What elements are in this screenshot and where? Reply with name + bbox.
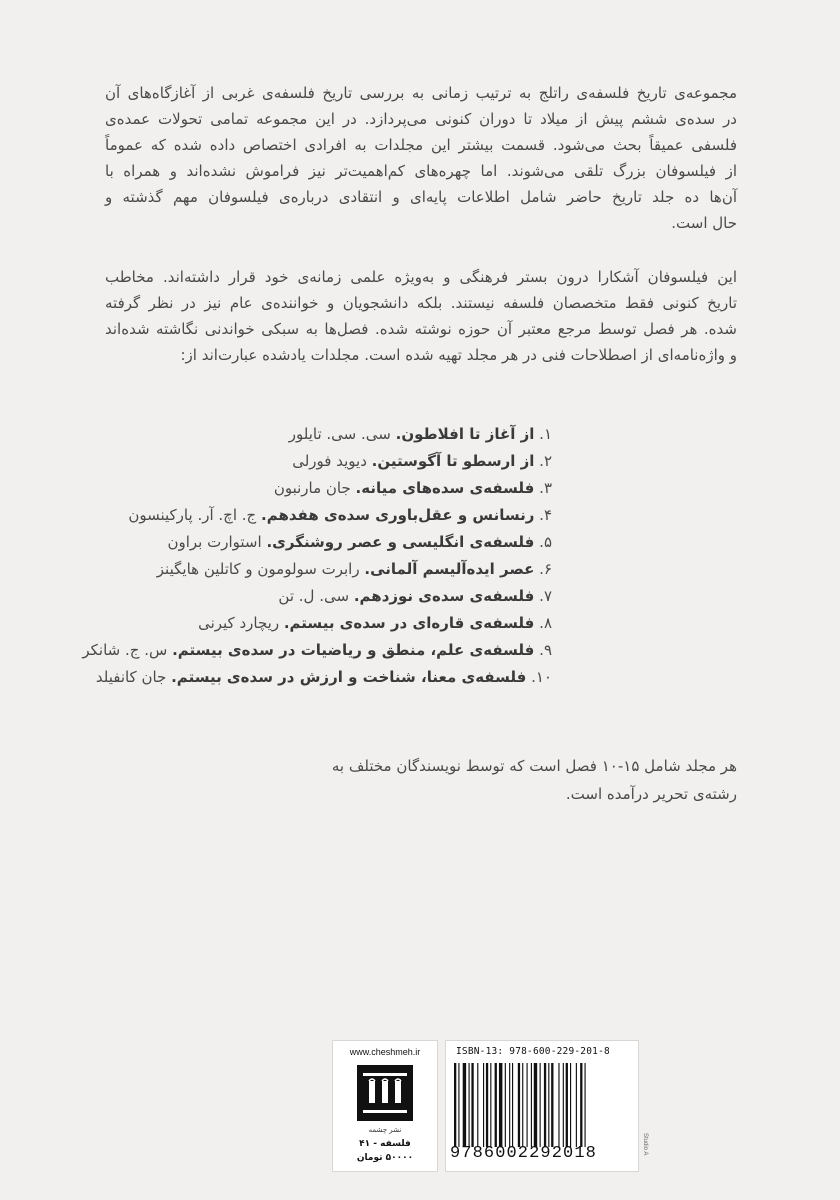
intro-line: در سده‌ی ششم پیش از میلاد تا دوران کنونی می‌پردازد. در این مجموعه تمامی تحولات عمده‌ی xyxy=(105,110,737,128)
volume-number: ۷. xyxy=(539,587,552,605)
volumes-list xyxy=(82,421,552,691)
intro-line: مجموعه‌ی تاریخ فلسفه‌ی راتلج به ترتیب زمانی به بررسی تاریخ فلسفه‌ی غربی از آغازگاه‌های آن xyxy=(105,84,737,102)
volume-number: ۱. xyxy=(539,425,552,443)
volume-number: ۵. xyxy=(539,533,552,551)
intro-line: فلسفی عمیقاً بحث می‌شود. قسمت بیشتر این مجلدات به افرادی اختصاص داده شده که عموماً xyxy=(105,136,737,154)
volume-number: ۶. xyxy=(539,560,552,578)
intro-line: حال است. xyxy=(671,214,737,232)
audience-line: شده. هر فصل توسط مرجع معتبر آن حوزه نوشته شده. فصل‌ها به سبکی خواندنی نگاشته شده‌اند xyxy=(105,320,737,338)
audience-line: تاریخ کنونی فقط متخصصان فلسفه نیستند. بلکه دانشجویان و خواننده‌ی عام نیز در نظر گرفته xyxy=(105,294,737,312)
volume-item xyxy=(92,448,552,475)
audience-line: و واژه‌نامه‌ای از اصطلاحات فنی در هر مجلد تهیه شده است. مجلدات یادشده عبارت‌اند از: xyxy=(180,346,737,364)
volume-number: ۹. xyxy=(539,641,552,659)
barcode-icon xyxy=(452,1063,632,1147)
volume-title: فلسفه‌ی انگلیسی و عصر روشنگری. xyxy=(266,533,535,551)
volume-author: سی. سی. تایلور xyxy=(288,425,391,443)
volume-title: از آغاز تا افلاطون. xyxy=(395,425,535,443)
intro-line: آن‌ها ده جلد تاریخ حاضر شامل اطلاعات پایه‌ای و انتقادی درباره‌ی فیلسوفان مهم گذشته و xyxy=(105,188,737,206)
volume-number: ۳. xyxy=(539,479,552,497)
volume-item xyxy=(92,556,552,583)
volume-item xyxy=(92,502,552,529)
barcode-card xyxy=(445,1040,639,1172)
volume-title: فلسفه‌ی سده‌های میانه. xyxy=(355,479,535,497)
volume-title: فلسفه‌ی علم، منطق و ریاضیات در سده‌ی بیستم. xyxy=(172,641,535,659)
price: ۵۰۰۰۰ تومان xyxy=(356,1153,414,1163)
volume-author: س. ج. شانکر xyxy=(82,641,168,659)
studio-credit: Studio A xyxy=(642,1133,648,1156)
volume-item xyxy=(82,637,552,664)
chapters-line: رشته‌ی تحریر درآمده است. xyxy=(565,785,737,803)
volume-number: ۸. xyxy=(539,614,552,632)
volume-number: ۴. xyxy=(539,506,552,524)
isbn-text: ISBN-13: 978-600-229-201-8 xyxy=(456,1046,610,1057)
intro-paragraph xyxy=(105,80,737,236)
volume-title: از ارسطو تا آگوستین. xyxy=(371,452,535,470)
volume-author: سی. ل. تن xyxy=(278,587,350,605)
volume-title: فلسفه‌ی معنا، شناخت و ارزش در سده‌ی بیستم. xyxy=(171,668,527,686)
intro-line: از فیلسوفان بزرگ تلقی می‌شوند. اما چهره‌های کم‌اهمیت‌تر نیز فراموش نشده‌اند و همراه با xyxy=(105,162,737,180)
volume-item xyxy=(92,421,552,448)
publisher-url: www.cheshmeh.ir xyxy=(349,1047,421,1057)
volume-author: ج. اچ. آر. پارکینسون xyxy=(128,506,257,524)
volume-title: عصر ایده‌آلیسم آلمانی. xyxy=(364,560,535,578)
volume-item xyxy=(92,475,552,502)
volume-item xyxy=(92,610,552,637)
audience-paragraph xyxy=(105,264,737,368)
volume-item xyxy=(92,664,552,691)
volume-number: ۱۰. xyxy=(531,668,552,686)
publisher-logo-icon xyxy=(355,1063,415,1123)
volume-title: فلسفه‌ی قاره‌ای در سده‌ی بیستم. xyxy=(283,614,535,632)
volume-item xyxy=(92,529,552,556)
volume-author: جان مارنبون xyxy=(273,479,351,497)
volume-item xyxy=(92,583,552,610)
publisher-logo-label: نشر چشمه xyxy=(368,1126,402,1134)
audience-line: این فیلسوفان آشکارا درون بستر فرهنگی و به‌ویژه علمی زمانه‌ی خود قرار داشته‌اند. مخاطب xyxy=(105,268,737,286)
volume-author: ریچارد کیرنی xyxy=(198,614,280,632)
volume-title: رنسانس و عقل‌باوری سده‌ی هفدهم. xyxy=(261,506,535,524)
series-number: فلسفه - ۴۱ xyxy=(359,1139,411,1149)
volume-number: ۲. xyxy=(539,452,552,470)
chapters-line: هر مجلد شامل ۱۵-۱۰ فصل است که توسط نویسندگان مختلف به xyxy=(331,757,737,775)
volume-author: رابرت سولومون و کاتلین هایگینز xyxy=(156,560,360,578)
barcode-digits: 9786002292018 xyxy=(450,1144,597,1163)
volume-title: فلسفه‌ی سده‌ی نوزدهم. xyxy=(353,587,535,605)
volume-author: جان کانفیلد xyxy=(95,668,167,686)
publisher-card xyxy=(332,1040,438,1172)
volume-author: استوارت براون xyxy=(167,533,262,551)
volume-author: دیوید فورلی xyxy=(292,452,367,470)
chapters-paragraph xyxy=(105,752,737,808)
